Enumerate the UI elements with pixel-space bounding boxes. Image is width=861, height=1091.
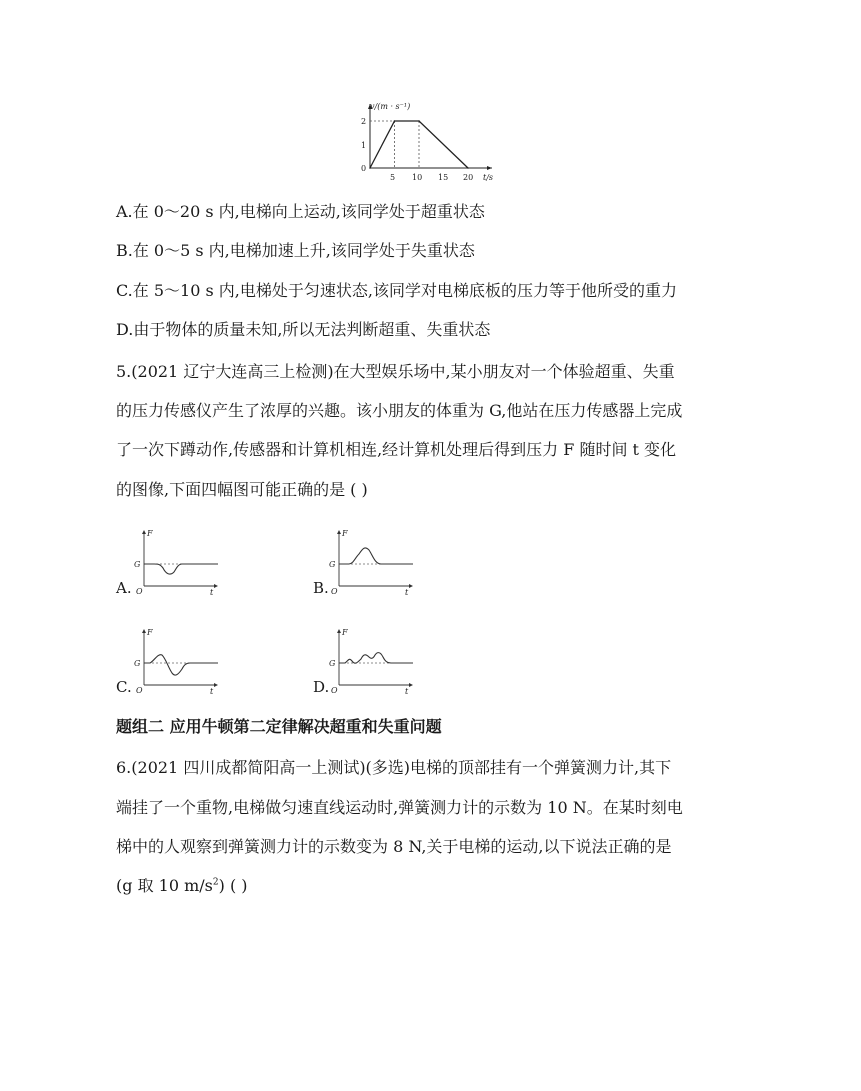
- graph-a-t-arrow: [214, 584, 218, 588]
- force-graph-d: [325, 623, 420, 695]
- q5-line-2: 的压力传感仪产生了浓厚的兴趣。该小朋友的体重为 G,他站在压力传感器上完成: [116, 401, 683, 420]
- section-heading: 题组二 应用牛顿第二定律解决超重和失重问题: [116, 717, 442, 736]
- graph-c-o-label: O: [136, 686, 143, 695]
- graph-d-f-label: F: [342, 628, 348, 637]
- q4-option-b: B.在 0～5 s 内,电梯加速上升,该同学处于失重状态: [116, 241, 475, 260]
- force-graph-a: [130, 524, 225, 596]
- graph-b-o-label: O: [331, 587, 338, 596]
- vt-series-line: [370, 121, 468, 168]
- graph-b-t-label: t: [405, 588, 409, 596]
- vt-y-tick-0: 0: [361, 164, 367, 173]
- vt-y-tick-2: 2: [361, 117, 367, 126]
- vt-point-1: [394, 120, 396, 122]
- force-graph-c: [130, 623, 225, 695]
- q5-line-1: 5.(2021 辽宁大连高三上检测)在大型娱乐场中,某小朋友对一个体验超重、失重: [116, 362, 675, 381]
- q4-option-a: A.在 0～20 s 内,电梯向上运动,该同学处于超重状态: [116, 202, 485, 221]
- graph-c-force-curve: [144, 655, 218, 675]
- graph-c-t-label: t: [210, 687, 214, 695]
- graph-b-force-curve: [339, 548, 413, 564]
- q6-line-1: 6.(2021 四川成都简阳高一上测试)(多选)电梯的顶部挂有一个弹簧测力计,其下: [116, 758, 672, 777]
- vt-x-tick-5: 5: [390, 173, 396, 182]
- q6-line-4: [116, 876, 248, 896]
- graph-c-f-arrow: [142, 629, 146, 633]
- vt-x-tick-15: 15: [438, 173, 449, 182]
- q4-option-c: C.在 5～10 s 内,电梯处于匀速状态,该同学对电梯底板的压力等于他所受的重力: [116, 281, 677, 300]
- graph-option-d-label: D.: [313, 678, 330, 696]
- vt-point-0: [369, 167, 371, 169]
- graph-b-f-arrow: [337, 530, 341, 534]
- graph-d-g-label: G: [329, 659, 336, 668]
- graph-b-g-label: G: [329, 560, 336, 569]
- graph-b-f-label: F: [342, 529, 348, 538]
- graph-d-force-curve: [339, 653, 413, 664]
- force-graph-b: [325, 524, 420, 596]
- graph-option-a-label: A.: [116, 579, 132, 597]
- graph-a-f-label: F: [147, 529, 153, 538]
- q6-line-4-end: ) ( ): [218, 876, 248, 895]
- graph-d-f-arrow: [337, 629, 341, 633]
- q6-line-2: 端挂了一个重物,电梯做匀速直线运动时,弹簧测力计的示数为 10 N。在某时刻电: [116, 798, 683, 817]
- vt-y-tick-1: 1: [361, 141, 367, 150]
- vt-point-2: [418, 120, 420, 122]
- q6-line-3: 梯中的人观察到弹簧测力计的示数变为 8 N,关于电梯的运动,以下说法正确的是: [116, 837, 672, 856]
- graph-a-force-curve: [144, 564, 218, 574]
- q4-option-d: D.由于物体的质量未知,所以无法判断超重、失重状态: [116, 320, 491, 339]
- graph-c-f-label: F: [147, 628, 153, 637]
- graph-b-t-arrow: [409, 584, 413, 588]
- q6-exponent: 2: [212, 877, 219, 888]
- graph-d-t-arrow: [409, 683, 413, 687]
- vt-x-arrow: [487, 166, 492, 170]
- graph-d-t-label: t: [405, 687, 409, 695]
- q6-line-4-start: (g 取 10 m/s: [116, 876, 213, 895]
- graph-option-c-label: C.: [116, 678, 132, 696]
- velocity-time-graph: [352, 96, 502, 184]
- graph-d-o-label: O: [331, 686, 338, 695]
- vt-y-axis-label: v/(m · s⁻¹): [370, 102, 411, 111]
- graph-a-g-label: G: [134, 560, 141, 569]
- vt-x-tick-10: 10: [412, 173, 423, 182]
- graph-option-b-label: B.: [313, 579, 329, 597]
- vt-x-tick-20: 20: [463, 173, 474, 182]
- q5-line-3: 了一次下蹲动作,传感器和计算机相连,经计算机处理后得到压力 F 随时间 t 变化: [116, 440, 677, 459]
- vt-x-axis-label: t/s: [483, 173, 494, 182]
- graph-a-f-arrow: [142, 530, 146, 534]
- graph-c-g-label: G: [134, 659, 141, 668]
- graph-a-o-label: O: [136, 587, 143, 596]
- graph-a-t-label: t: [210, 588, 214, 596]
- graph-c-t-arrow: [214, 683, 218, 687]
- vt-point-3: [467, 167, 469, 169]
- q5-line-4: 的图像,下面四幅图可能正确的是 ( ): [116, 480, 368, 499]
